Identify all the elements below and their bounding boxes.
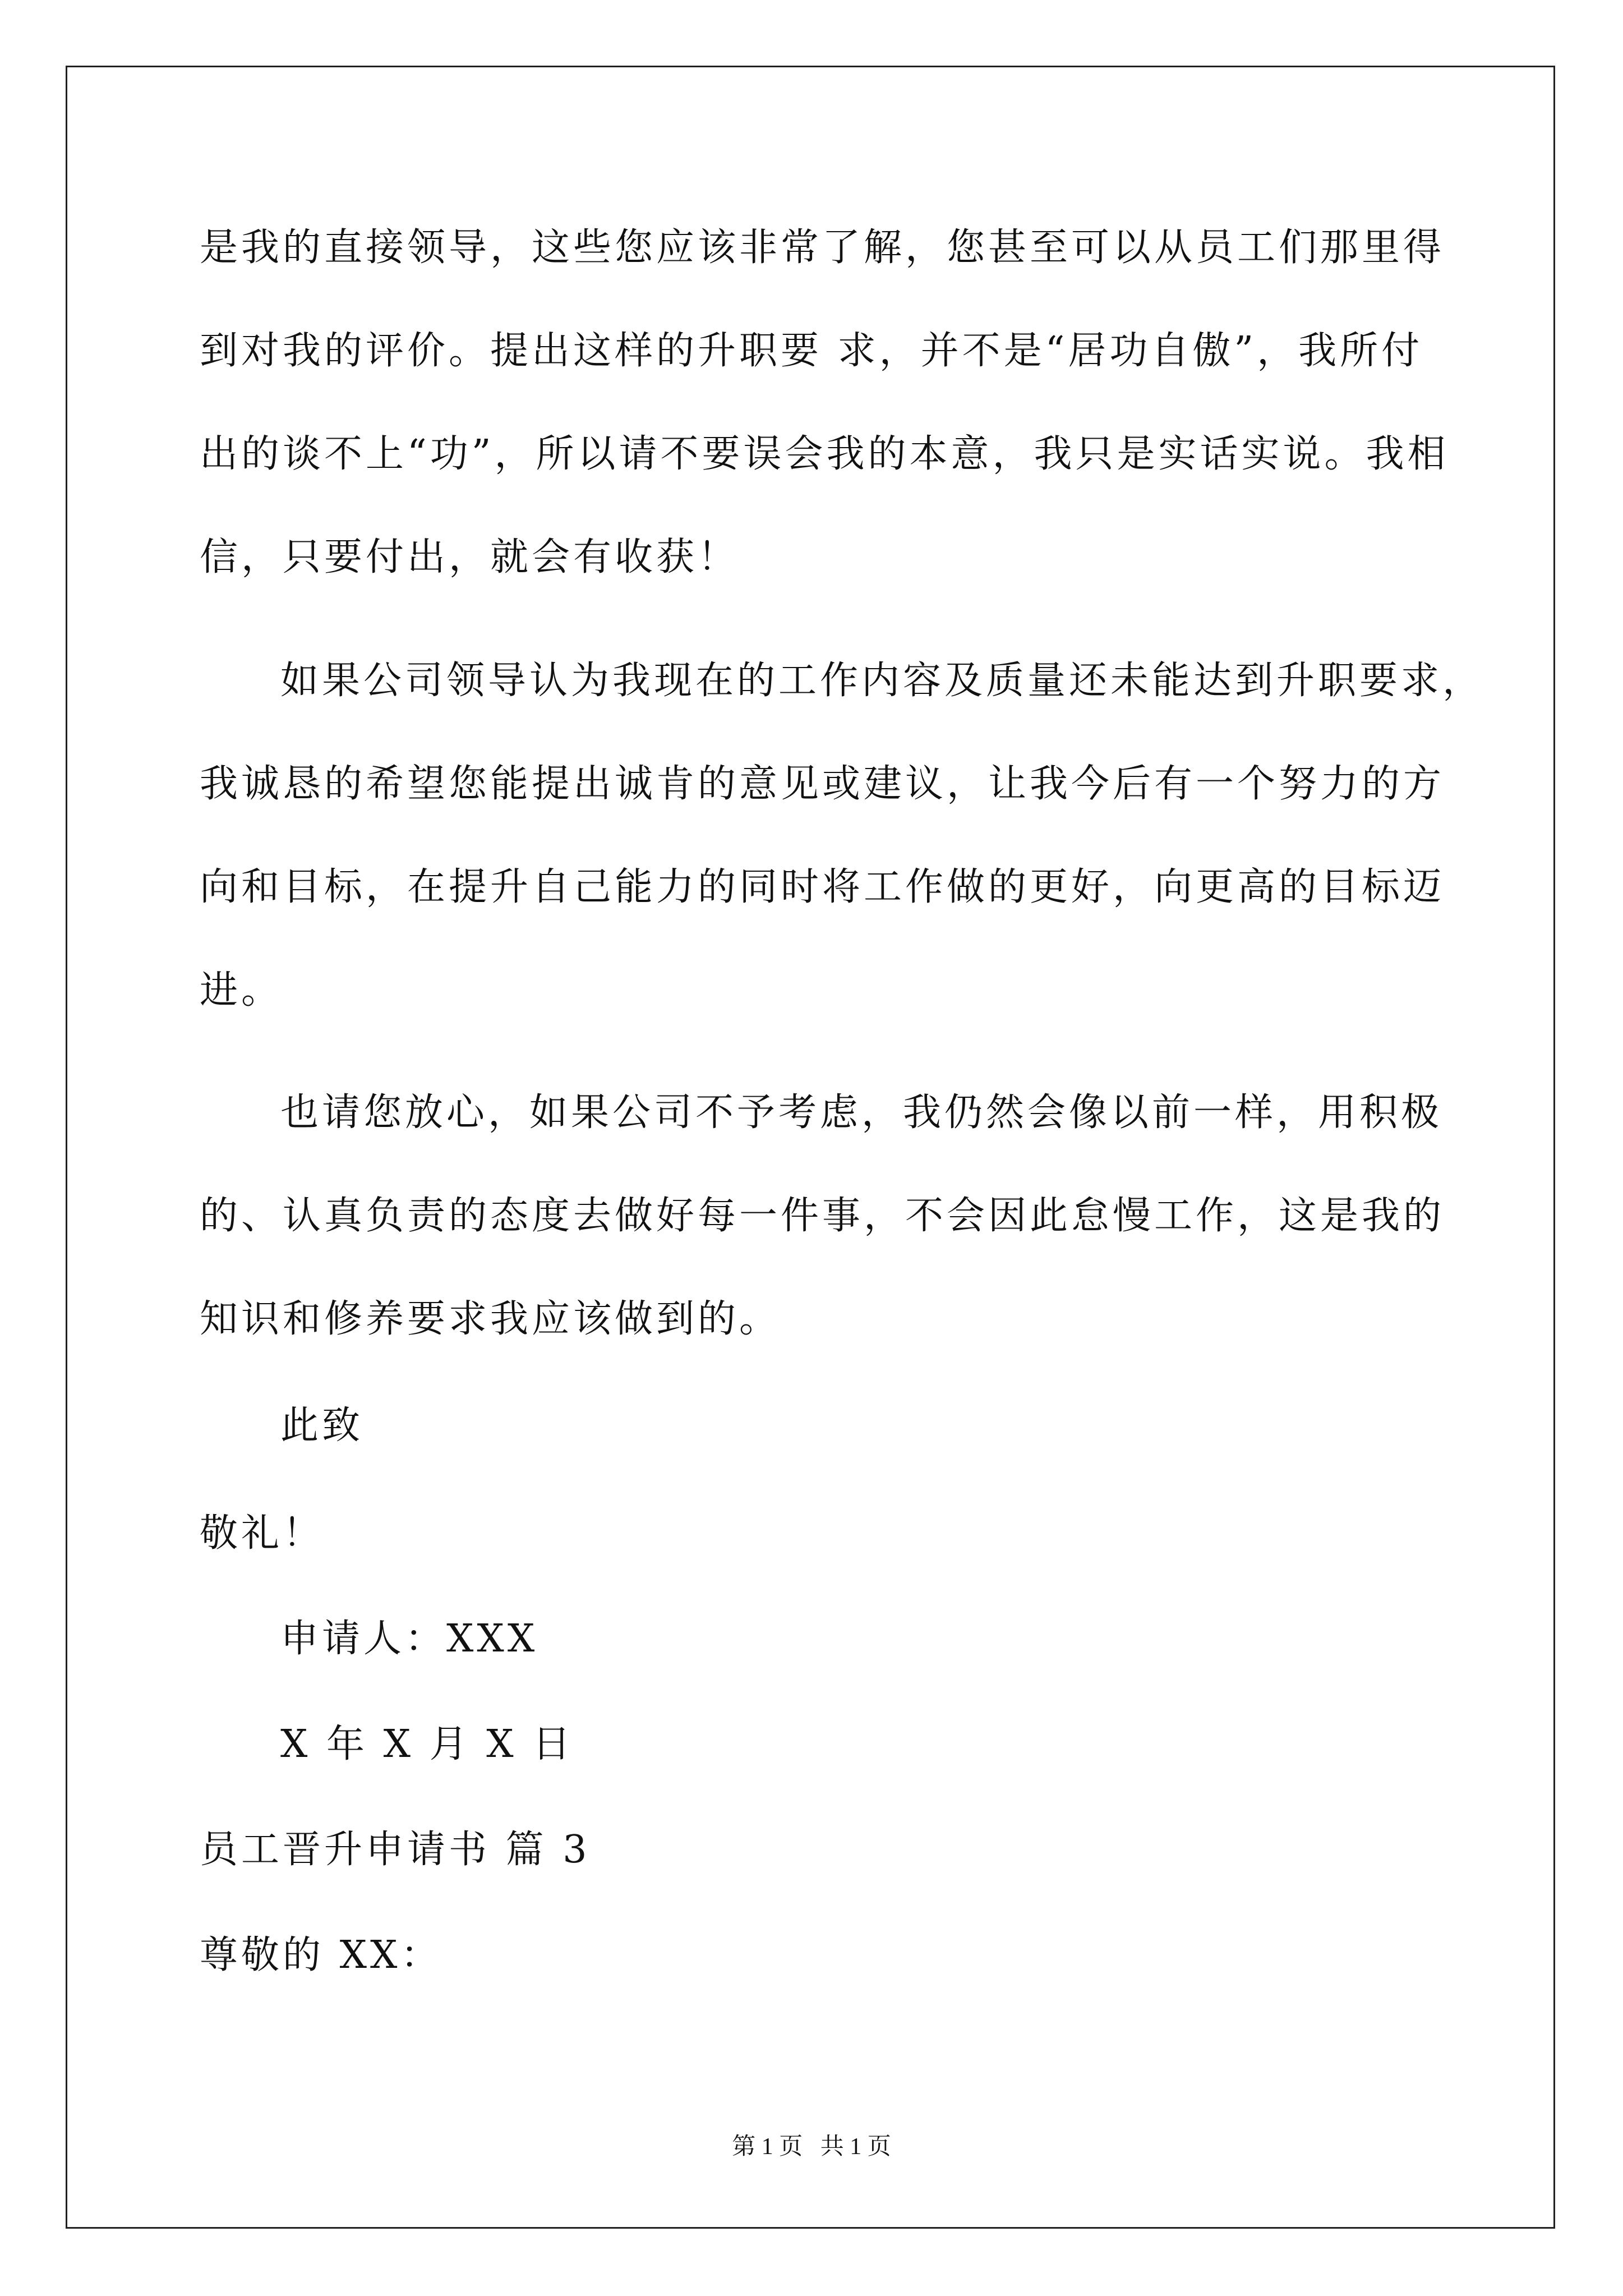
- body-text-line: 的、认真负责的态度去做好每一件事，不会因此怠慢工作，这是我的: [200, 1194, 1445, 1238]
- body-text-line: 向和目标，在提升自己能力的同时将工作做的更好，向更高的目标迈: [200, 865, 1445, 909]
- paragraph-start-line: 如果公司领导认为我现在的工作内容及质量还未能达到升职要求，: [280, 659, 1484, 703]
- body-text-line: 是我的直接领导，这些您应该非常了解，您甚至可以从员工们那里得: [200, 226, 1445, 270]
- closing-regards: 敬礼！: [200, 1511, 325, 1556]
- paragraph-start-line: 也请您放心，如果公司不予考虑，我仍然会像以前一样，用积极: [280, 1091, 1443, 1135]
- body-text-line: 我诚恳的希望您能提出诚肯的意见或建议，让我今后有一个努力的方: [200, 762, 1445, 806]
- letter-greeting: 尊敬的 XX：: [200, 1933, 442, 1977]
- signature-date: X 年 X 月 X 日: [280, 1722, 574, 1766]
- body-text-line: 到对我的评价。提出这样的升职要 求，并不是“居功自傲”，我所付: [200, 329, 1423, 373]
- applicant-signature: 申请人：XXX: [280, 1617, 538, 1661]
- body-text-line: 知识和修养要求我应该做到的。: [200, 1297, 781, 1341]
- page-footer: 第 1 页 共 1 页: [732, 2134, 891, 2160]
- body-text-line: 进。: [200, 968, 283, 1013]
- page-border: [66, 66, 1555, 2229]
- body-text-line: 信，只要付出，就会有收获！: [200, 535, 740, 579]
- body-text-line: 出的谈不上“功”，所以请不要误会我的本意，我只是实话实说。我相: [200, 432, 1449, 476]
- closing-salutation: 此致: [280, 1404, 364, 1448]
- section-heading: 员工晋升申请书 篇 3: [200, 1828, 591, 1872]
